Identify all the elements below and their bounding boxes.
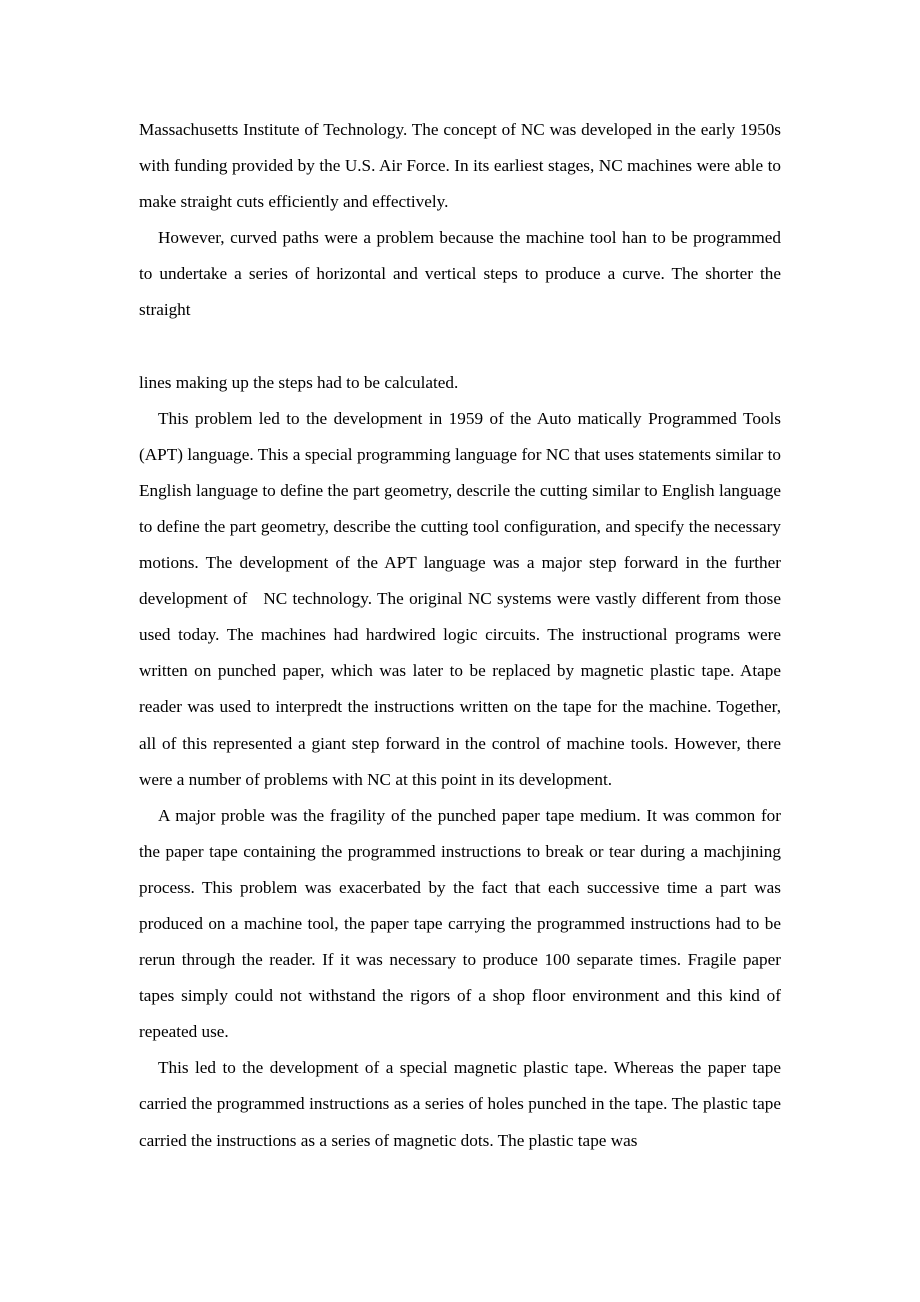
- document-page: [139, 112, 781, 1159]
- paragraph-3: lines making up the steps had to be calculated.: [139, 372, 459, 392]
- paragraph-1: Massachusetts Institute of Technology. The concept of NC was developed in the early 1950s with funding provided by the U.S. Air Force. In its earliest stages, NC machines were able to make straight cuts efficiently and effectively.: [139, 120, 781, 212]
- paragraph-2: However, curved paths were a problem because the machine tool han to be programmed to undertake a series of horizontal and vertical steps to produce a curve. The shorter the straight: [139, 228, 781, 320]
- paragraph-4: This problem led to the development in 1959 of the Auto matically Programmed Tools (APT) language. This a special programming language for NC that uses statements similar to English language to define the part geometry, descrile the cutting similar to English language to define the part geometry, describe the cutting tool configuration, and specify the necessary motions. The development of the APT language was a major step forward in the further development of NC technology. The original NC systems were vastly different from those used today. The machines had hardwired logic circuits. The instructional programs were written on punched paper, which was later to be replaced by magnetic plastic tape. Atape reader was used to interpredt the instructions written on the tape for the machine. Together, all of this represented a giant step forward in the control of machine tools. However, there were a number of problems with NC at this point in its development.: [139, 408, 781, 789]
- paragraph-gap: [139, 329, 781, 365]
- paragraph-5: A major proble was the fragility of the punched paper tape medium. It was common for the paper tape containing the programmed instructions to break or tear during a machjining process. This problem was exacerbated by the fact that each successive time a part was produced on a machine tool, the paper tape carrying the programmed instructions had to be rerun through the reader. If it was necessary to produce 100 separate times. Fragile paper tapes simply could not withstand the rigors of a shop floor environment and this kind of repeated use.: [139, 805, 781, 1042]
- paragraph-6: This led to the development of a special magnetic plastic tape. Whereas the paper tape carried the programmed instructions as a series of holes punched in the tape. The plastic tape carried the instructions as a series of magnetic dots. The plastic tape was: [139, 1058, 781, 1150]
